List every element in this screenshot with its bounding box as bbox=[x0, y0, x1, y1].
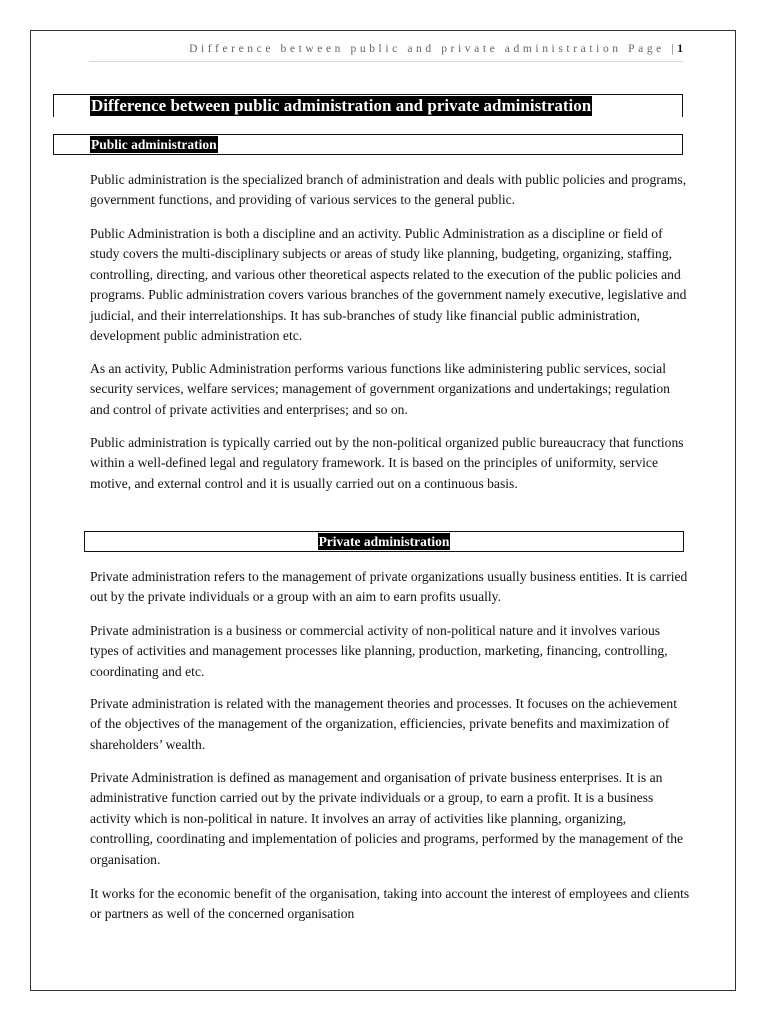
header-rule bbox=[89, 61, 683, 62]
section-heading-public bbox=[53, 134, 683, 155]
paragraph: Public administration is typically carried out by the non-political organized public bureaucracy that functions within a well-defined legal and regulatory framework. It is based on the principles of uniformity, service motive, and external control and it is usually carried out on a continuous basis. bbox=[90, 435, 684, 491]
paragraph: Public Administration is both a discipline and an activity. Public Administration as a discipline or field of study covers the multi-disciplinary subjects or areas of study like planning, budgeting, organizing, staffing, controlling, directing, and various other theoretical aspects related to the execution of the public policies and programs. Public administration covers various branches of the government namely executive, legislative and judicial, and their interrelationships. It has sub-branches of study like financial public administration, development public administration etc. bbox=[90, 226, 687, 344]
paragraph: It works for the economic benefit of the organisation, taking into account the interest of employees and clients or partners as well of the concerned organisation bbox=[90, 886, 690, 922]
running-header bbox=[89, 43, 683, 55]
section-heading-label: Private administration bbox=[318, 534, 450, 549]
paragraph: Private administration is related with the management theories and processes. It focuses on the achievement of the objectives of the management of the organization, efficiencies, private benefits and maximization of shareholders’ wealth. bbox=[90, 696, 677, 752]
paragraph: Public administration is the specialized branch of administration and deals with public policies and programs, government functions, and providing of various services to the general public. bbox=[90, 172, 687, 208]
page-number: 1 bbox=[677, 43, 683, 55]
document-title: Difference between public administration and private administration bbox=[91, 96, 592, 115]
section-heading-private bbox=[84, 531, 684, 552]
paragraph: As an activity, Public Administration performs various functions like administering public services, social security services, welfare services; management of government organizations and undertakings; regulation and control of private activities and enterprises; and so on. bbox=[90, 361, 670, 417]
paragraph: Private administration is a business or commercial activity of non-political nature and it involves various types of activities and management processes like planning, production, marketing, financing, controlling, coordinating and etc. bbox=[90, 623, 668, 679]
running-header-title: Difference between public and private administration Page | bbox=[189, 43, 678, 55]
section-heading-label: Public administration bbox=[91, 137, 217, 152]
paragraph: Private Administration is defined as management and organisation of private business enterprises. It is an administrative function carried out by the private individuals or a group, to earn a profit. It is a business activity which is non-political in nature. It involves an array of activities like planning, organizing, controlling, coordinating and implementation of policies and programs, performed by the management of the organisation. bbox=[90, 770, 684, 867]
paragraph: Private administration refers to the management of private organizations usually business entities. It is carried out by the private individuals or a group with an aim to earn profits usually. bbox=[90, 569, 688, 605]
